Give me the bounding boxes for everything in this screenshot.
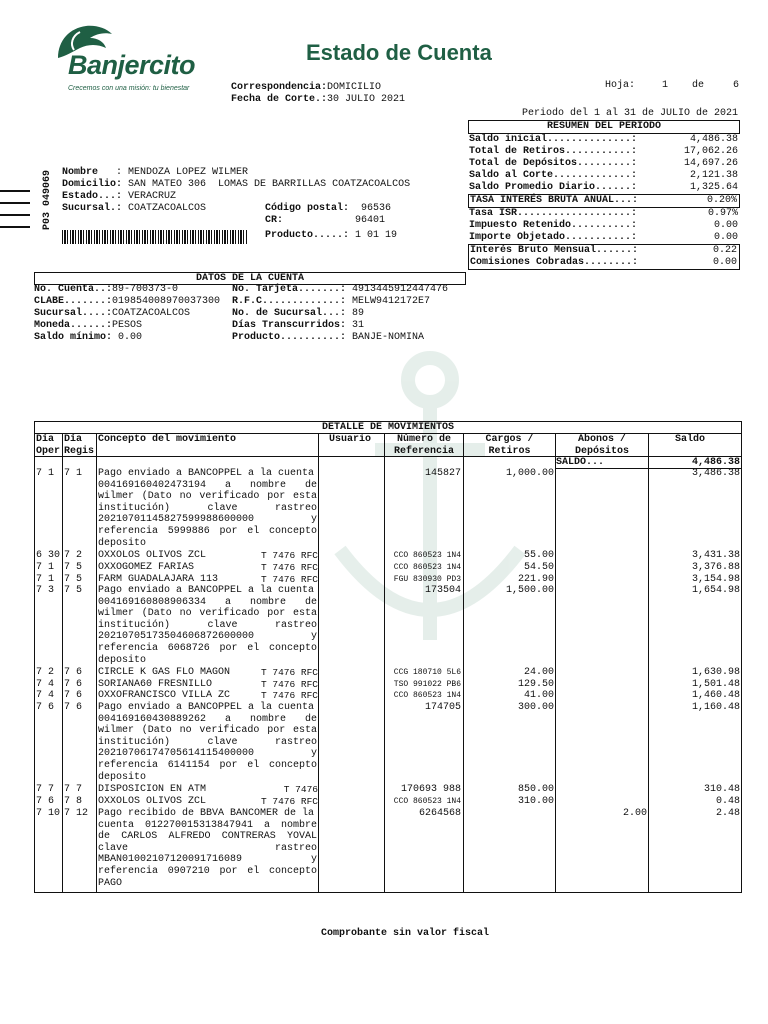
row-dia-regis: 7 6	[64, 690, 83, 701]
row-dia-oper: 7 1	[36, 468, 55, 479]
resumen-item: Total de Retiros...........: 17,062.26	[469, 146, 738, 157]
row-dia-oper: 7 1	[36, 574, 55, 585]
resumen-item: Impuesto Retenido..........: 0.00	[469, 220, 738, 231]
row-usuario: T 7476 RFC	[260, 796, 318, 807]
row-saldo: 3,486.38	[691, 468, 740, 479]
concepto-line: OXXOLOS OLIVOS ZCL	[98, 550, 207, 561]
resumen-item: Tasa ISR...................: 0.97%	[469, 208, 738, 219]
row-saldo: 3,154.98	[691, 574, 740, 585]
fold-mark	[0, 214, 30, 216]
movimientos-table	[34, 421, 742, 893]
row-cargo: 55.00	[523, 550, 554, 561]
col-divider	[648, 433, 649, 892]
row-cargo: 1,000.00	[505, 468, 554, 479]
row-usuario: T 7476 RFC	[260, 562, 318, 573]
concepto-line: referencia 0907210 por el concepto	[98, 865, 317, 877]
header-referencia: Número de Referencia	[393, 434, 454, 457]
row-dia-oper: 7 2	[36, 667, 55, 678]
datos-cuenta-title: DATOS DE LA CUENTA	[34, 272, 466, 285]
resumen-item: Total de Depósitos.........: 14,697.26	[469, 158, 738, 169]
cliente-sucursal: Sucursal.: COATZACOALCOS	[62, 203, 207, 214]
concepto-line: 20210701145827599988600000 y	[98, 514, 317, 526]
row-referencia: FGU 830930 PD3	[393, 575, 461, 584]
concepto-line: deposito	[98, 654, 147, 666]
row-referencia: 173504	[424, 585, 461, 596]
header-cargos: Cargos / Retiros	[485, 434, 534, 457]
col-divider	[318, 433, 319, 892]
fold-mark	[0, 190, 30, 192]
fold-mark	[0, 226, 30, 228]
page-title: Estado de Cuenta	[306, 40, 492, 65]
row-cargo: 850.00	[517, 784, 554, 795]
concepto-line: cuenta 012270015313847941 a nombre	[98, 819, 317, 831]
row-saldo: 3,376.88	[691, 562, 740, 573]
row-usuario: T 7476 RFC	[260, 550, 318, 561]
row-referencia: TSO 991022 PB6	[393, 680, 461, 689]
concepto-line: referencia 6141154 por el concepto	[98, 759, 317, 771]
concepto-line: institución) clave rastreo	[98, 619, 317, 631]
resumen-item: Saldo Promedio Diario......: 1,325.64	[469, 182, 738, 193]
concepto-line: Pago enviado a BANCOPPEL a la cuenta	[98, 585, 315, 596]
resumen-title: RESUMEN DEL PERIODO	[468, 120, 740, 134]
row-concepto	[98, 468, 317, 549]
row-dia-regis: 7 6	[64, 679, 83, 690]
col-divider	[62, 433, 63, 892]
concepto-line: deposito	[98, 537, 147, 549]
hoja-total: 6	[733, 80, 740, 91]
concepto-line: institución) clave rastreo	[98, 736, 317, 748]
row-cargo: 41.00	[523, 690, 554, 701]
col-divider	[384, 433, 385, 892]
dato-item: Moneda......:PESOS	[34, 320, 143, 331]
row-cargo: 1,500.00	[505, 585, 554, 596]
concepto-line: 004169160430889262 a nombre de	[98, 713, 317, 725]
bank-tagline: Crecemos con una misión: tu bienestar	[68, 85, 190, 92]
row-usuario: T 7476 RFC	[260, 667, 318, 678]
row-dia-regis: 7 7	[64, 784, 83, 795]
hoja-de: de	[692, 80, 705, 91]
concepto-line: SORIANA60 FRESNILLO	[98, 679, 213, 690]
concepto-line: FARM GUADALAJARA 113	[98, 574, 219, 585]
concepto-line: de CARLOS ALFREDO CONTRERAS YOVAL	[98, 831, 317, 843]
footer-note: Comprobante sin valor fiscal	[321, 928, 490, 939]
saldo-inicial-label: SALDO...	[556, 457, 605, 468]
row-saldo: 1,654.98	[691, 585, 740, 596]
dato-item: No. Cuenta..:89-700373-0	[34, 284, 179, 295]
row-referencia: CCG 180710 5L6	[393, 668, 461, 677]
row-dia-regis: 7 5	[64, 585, 83, 596]
resumen-item: Interés Bruto Mensual......: 0.22	[470, 245, 737, 256]
row-dia-oper: 7 6	[36, 702, 55, 713]
row-referencia: 6264568	[418, 808, 461, 819]
resumen-items-3	[468, 244, 740, 270]
saldo-inicial-value: 4,486.38	[691, 457, 740, 468]
row-dia-regis: 7 12	[64, 808, 89, 819]
bank-logo-text: Banjercito	[68, 50, 196, 80]
row-concepto	[98, 585, 317, 666]
row-saldo: 1,160.48	[691, 702, 740, 713]
row-saldo: 310.48	[703, 784, 740, 795]
row-cargo: 221.90	[517, 574, 554, 585]
concepto-line: clave rastreo	[98, 842, 317, 854]
fecha-corte: Fecha de Corte.:30 JULIO 2021	[231, 94, 406, 105]
row-usuario: T 7476	[283, 784, 318, 795]
dato-item: No. de Sucursal...: 89	[232, 308, 365, 319]
tasa-interes-bruta: TASA INTERÉS BRUTA ANUAL...: 0.20%	[468, 194, 740, 208]
dato-item: Días Transcurridos: 31	[232, 320, 365, 331]
row-dia-oper: 7 7	[36, 784, 55, 795]
row-dia-oper: 7 10	[36, 808, 61, 819]
dato-item: Producto..........: BANJE-NOMINA	[232, 332, 425, 343]
dato-item: R.F.C.............: MELW9412172E7	[232, 296, 431, 307]
resumen-items	[468, 134, 740, 194]
header-abonos: Abonos / Depósitos	[574, 434, 629, 457]
concepto-line: Pago recibido de BBVA BANCOMER de la	[98, 808, 315, 819]
fold-mark	[0, 202, 30, 204]
row-referencia: 145827	[424, 468, 461, 479]
concepto-line: wilmer (Dato no verificado por esta	[98, 491, 317, 503]
row-dia-oper: 7 4	[36, 679, 55, 690]
concepto-line: DISPOSICION EN ATM	[98, 784, 207, 795]
header-saldo: Saldo	[675, 434, 706, 445]
row-dia-regis: 7 1	[64, 468, 83, 479]
cliente-estado: Estado...: VERACRUZ	[62, 191, 177, 202]
resumen-item: Comisiones Cobradas........: 0.00	[470, 257, 737, 268]
concepto-line: referencia 6068726 por el concepto	[98, 642, 317, 654]
header-concepto: Concepto del movimiento	[98, 434, 237, 445]
row-referencia: CCO 860523 1N4	[393, 551, 461, 560]
concepto-line: 004169160402473194 a nombre de	[98, 479, 317, 491]
row-cargo: 300.00	[517, 702, 554, 713]
row-cargo: 129.50	[517, 679, 554, 690]
header-dia-regis: Día Regis	[64, 434, 95, 457]
resumen-item: Importe Objetado...........: 0.00	[469, 232, 738, 243]
row-referencia: 170693 988	[400, 784, 461, 795]
row-saldo: 1,501.48	[691, 679, 740, 690]
row-cargo: 54.50	[523, 562, 554, 573]
codigo-postal: Código postal: 96536	[265, 203, 392, 214]
resumen-periodo	[468, 120, 740, 270]
concepto-line: wilmer (Dato no verificado por esta	[98, 608, 317, 620]
col-divider	[555, 433, 556, 892]
row-saldo: 1,630.98	[691, 667, 740, 678]
concepto-line: PAGO	[98, 877, 123, 889]
resumen-item: Saldo al Corte.............: 2,121.38	[469, 170, 738, 181]
periodo: Periodo del 1 al 31 de JULIO de 2021	[522, 108, 739, 119]
row-cargo: 24.00	[523, 667, 554, 678]
row-referencia: CCO 860523 1N4	[393, 563, 461, 572]
row-usuario: T 7476 RFC	[260, 574, 318, 585]
header-dia-oper: Día Oper	[36, 434, 61, 457]
row-usuario: T 7476 RFC	[260, 690, 318, 701]
row-dia-regis: 7 6	[64, 667, 83, 678]
cliente-domicilio: Domicilio: SAN MATEO 306 LOMAS DE BARRILLAS COATZACOALCOS	[62, 179, 411, 190]
cliente-nombre: Nombre : MENDOZA LOPEZ WILMER	[62, 167, 249, 178]
row-dia-oper: 7 4	[36, 690, 55, 701]
concepto-line: CIRCLE K GAS FLO MAGON	[98, 667, 231, 678]
row-usuario: T 7476 RFC	[260, 679, 318, 690]
cr: CR: 96401	[265, 215, 386, 226]
resumen-items-2	[468, 208, 740, 244]
row-referencia: CCO 860523 1N4	[393, 797, 461, 806]
row-referencia: 174705	[424, 702, 461, 713]
row-saldo: 3,431.38	[691, 550, 740, 561]
header-usuario: Usuario	[329, 434, 372, 445]
col-divider	[463, 433, 464, 892]
row-cargo: 310.00	[517, 796, 554, 807]
row-referencia: CCO 860523 1N4	[393, 691, 461, 700]
row-dia-oper: 7 3	[36, 585, 55, 596]
row-saldo: 2.48	[715, 808, 740, 819]
datos-cuenta-left	[34, 284, 220, 344]
concepto-line: OXXOGOMEZ FARIAS	[98, 562, 195, 573]
concepto-line: 20210705173504606872600000 y	[98, 631, 317, 643]
row-dia-oper: 6 30	[36, 550, 61, 561]
row-dia-oper: 7 6	[36, 796, 55, 807]
row-dia-regis: 7 6	[64, 702, 83, 713]
row-saldo: 1,460.48	[691, 690, 740, 701]
row-dia-regis: 7 8	[64, 796, 83, 807]
dato-item: No. Tarjeta.......: 4913445912447476	[232, 284, 449, 295]
datos-cuenta-right	[232, 284, 448, 344]
concepto-line: OXXOLOS OLIVOS ZCL	[98, 796, 207, 807]
producto: Producto.....: 1 01 19	[265, 230, 398, 241]
row-dia-regis: 7 5	[64, 574, 83, 585]
movimientos-title: DETALLE DE MOVIMIENTOS	[35, 422, 741, 434]
row-abono: 2.00	[622, 808, 647, 819]
concepto-line: institución) clave rastreo	[98, 502, 317, 514]
row-dia-regis: 7 5	[64, 562, 83, 573]
hoja-label: Hoja:	[605, 80, 636, 91]
row-saldo: 0.48	[715, 796, 740, 807]
correspondencia: Correspondencia:DOMICILIO	[231, 82, 382, 93]
concepto-line: wilmer (Dato no verificado por esta	[98, 725, 317, 737]
concepto-line: MBAN01002107120091716089 y	[98, 854, 317, 866]
dato-item: Sucursal....:COATZACOALCOS	[34, 308, 191, 319]
row-dia-regis: 7 2	[64, 550, 83, 561]
concepto-line: Pago enviado a BANCOPPEL a la cuenta	[98, 702, 315, 713]
dato-item: Saldo mínimo: 0.00	[34, 332, 143, 343]
concepto-line: Pago enviado a BANCOPPEL a la cuenta	[98, 468, 315, 479]
side-code: P03 049069	[42, 169, 53, 230]
col-divider	[96, 433, 97, 892]
concepto-line: OXXOFRANCISCO VILLA ZC	[98, 690, 231, 701]
concepto-line: deposito	[98, 771, 147, 783]
barcode	[62, 230, 248, 244]
hoja-number: 1	[662, 80, 669, 91]
concepto-line: 004169160808906334 a nombre de	[98, 596, 317, 608]
row-concepto	[98, 702, 317, 783]
concepto-line: 20210706174705614115400000 y	[98, 748, 317, 760]
resumen-item: Saldo inicial..............: 4,486.38	[469, 134, 738, 145]
concepto-line: referencia 5999886 por el concepto	[98, 525, 317, 537]
row-concepto	[98, 808, 317, 889]
row-dia-oper: 7 1	[36, 562, 55, 573]
dato-item: CLABE.......:019854008970037300	[34, 296, 221, 307]
